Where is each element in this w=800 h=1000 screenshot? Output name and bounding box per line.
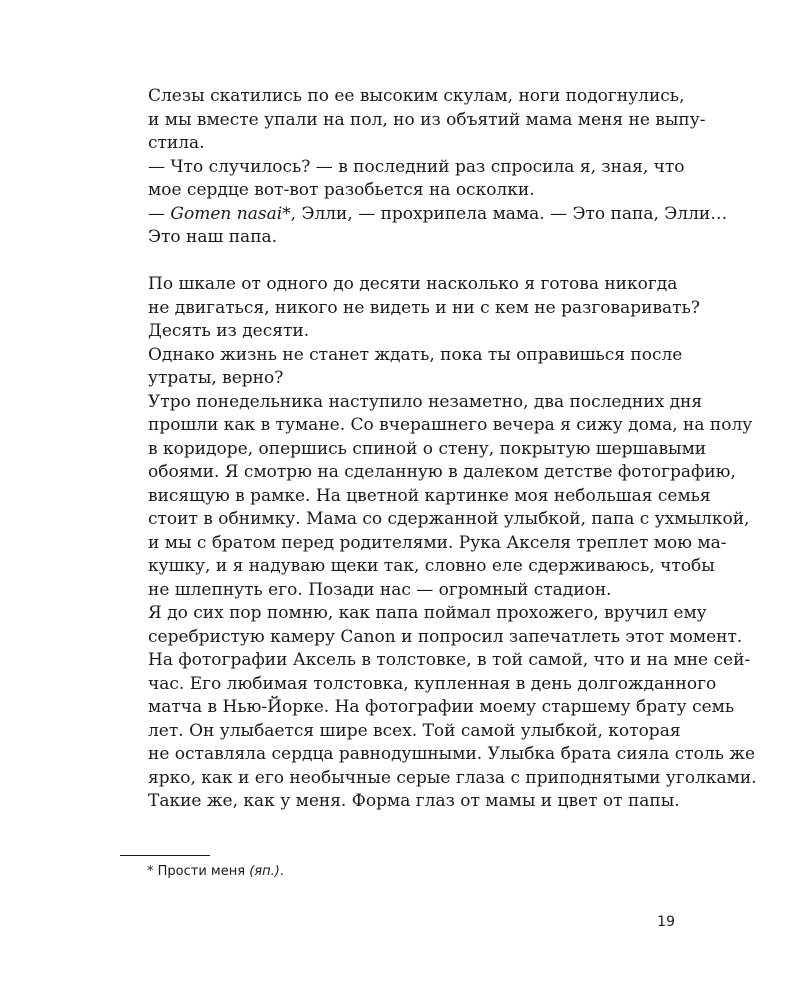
text-line: час. Его любимая толстовка, купленная в день долгожданного <box>148 673 717 694</box>
text-line: утраты, верно? <box>148 368 284 388</box>
footnote-marker: * <box>282 203 291 224</box>
dialogue-text: , Элли, — прохрипела мама. — Это папа, Элли… <box>290 203 728 224</box>
text-line: матча в Нью-Йорке. На фотографии моему старшему брату семь <box>148 697 735 717</box>
section-break <box>120 250 675 274</box>
footnote <box>147 864 284 879</box>
page-number: 19 <box>657 914 675 930</box>
text-line: Утро понедельника наступило незаметно, два последних дня <box>148 391 703 412</box>
text-line: стоит в обнимку. Мама со сдержанной улыбкой, папа с ухмылкой, <box>148 509 750 529</box>
text-line: и мы с братом перед родителями. Рука Акселя треплет мою ма- <box>148 532 727 553</box>
footnote-divider <box>120 855 210 856</box>
footnote-language-note: (яп.) <box>249 864 280 879</box>
text-line: По шкале от одного до десяти насколько я готова никогда <box>148 274 678 294</box>
text-line: и мы вместе упали на пол, но из объятий мама меня не выпу- <box>148 109 706 130</box>
text-line: лет. Он улыбается шире всех. Той самой улыбкой, которая <box>148 720 681 741</box>
dialogue-paragraph <box>120 156 685 203</box>
text-line: серебристую камеру Canon и попросил запечатлеть этот момент. <box>148 626 743 647</box>
paragraph <box>120 273 700 320</box>
text-line: в коридоре, опершись спиной о стену, покрытую шершавыми <box>148 438 707 459</box>
footnote-end: . <box>279 864 284 879</box>
text-line: Однако жизнь не станет ждать, пока ты оправишься после <box>148 344 683 365</box>
text-line: не двигаться, никого не видеть и ни с кем не разговаривать? <box>148 297 700 318</box>
paragraph <box>120 85 706 156</box>
text-line: Это наш папа. <box>148 227 278 247</box>
text-line: Десять из десяти. <box>148 321 310 341</box>
text-line: не оставляла сердца равнодушными. Улыбка брата сияла столь же <box>148 744 756 764</box>
text-line: Такие же, как у меня. Форма глаз от мамы и цвет от папы. <box>148 791 680 811</box>
text-line: прошли как в тумане. Со вчерашнего вечера я сижу дома, на полу <box>148 415 753 435</box>
text-line: ярко, как и его необычные серые глаза с приподнятыми уголками. <box>148 767 757 788</box>
footnote-text: Прости меня <box>157 864 250 879</box>
page-body <box>120 85 757 814</box>
dialogue-paragraph <box>120 203 728 250</box>
dialogue-dash: — <box>148 203 171 224</box>
paragraph <box>120 320 675 344</box>
footnote-marker: * <box>147 864 154 879</box>
text-line: не шлепнуть его. Позади нас — огромный стадион. <box>148 579 612 600</box>
text-line <box>120 203 728 227</box>
text-line: На фотографии Аксель в толстовке, в той самой, что и на мне сей- <box>148 650 751 670</box>
text-line: Я до сих пор помню, как папа поймал прохожего, вручил ему <box>148 603 707 623</box>
paragraph <box>120 602 757 814</box>
text-line: стила. <box>148 133 205 153</box>
paragraph <box>120 391 753 603</box>
text-line: — Что случилось? — в последний раз спросила я, зная, что <box>148 156 685 177</box>
text-line: мое сердце вот-вот разобьется на осколки. <box>148 180 535 200</box>
text-line: Слезы скатились по ее высоким скулам, ноги подогнулись, <box>148 86 685 106</box>
text-line: висящую в рамке. На цветной картинке моя небольшая семья <box>148 485 711 506</box>
text-line: обоями. Я смотрю на сделанную в далеком детстве фотографию, <box>148 462 736 482</box>
text-line: кушку, и я надуваю щеки так, словно еле сдерживаюсь, чтобы <box>148 556 715 576</box>
japanese-phrase: Gomen nasai <box>170 203 283 224</box>
paragraph <box>120 344 683 391</box>
